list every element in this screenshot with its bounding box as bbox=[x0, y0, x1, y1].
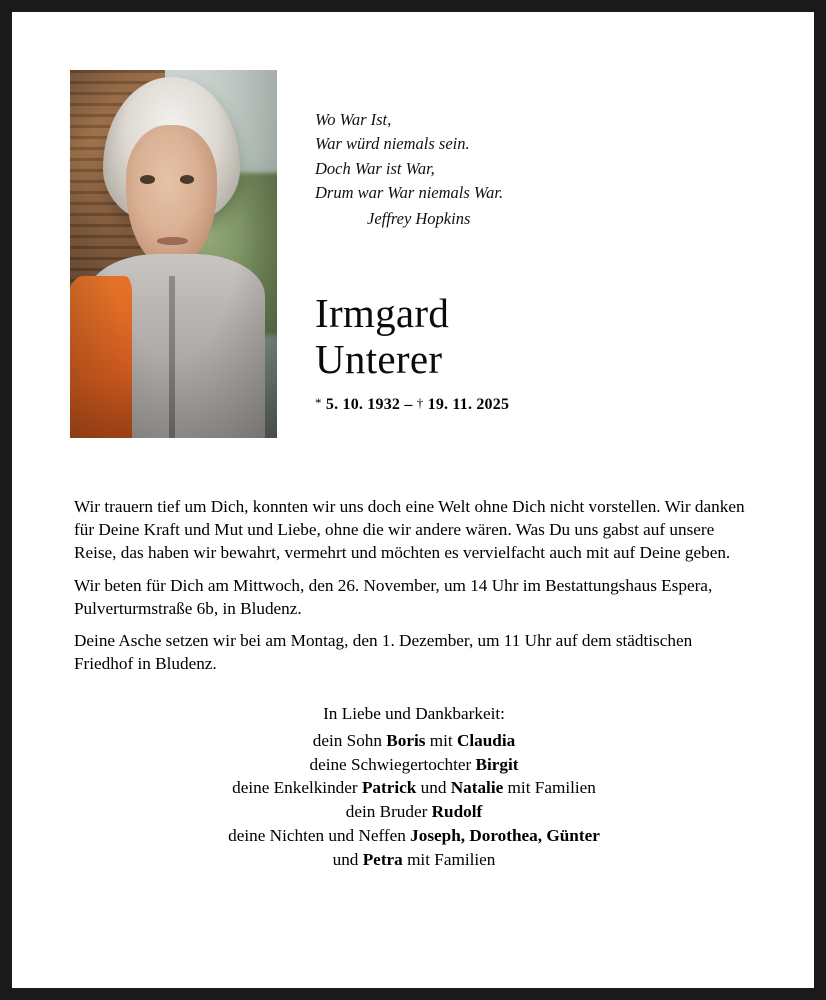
header-section bbox=[12, 12, 814, 438]
verse-line-1: Wo War Ist, bbox=[315, 110, 392, 129]
family-row bbox=[74, 824, 754, 848]
family-relation: dein Bruder bbox=[345, 802, 432, 822]
family-name-secondary: Claudia bbox=[456, 730, 516, 750]
family-row bbox=[74, 753, 754, 777]
family-name: Rudolf bbox=[431, 802, 483, 822]
family-row bbox=[74, 729, 754, 753]
family-intro: In Liebe und Dankbarkeit: bbox=[323, 704, 505, 724]
paragraph-1: Wir trauern tief um Dich, konnten wir uns doch eine Welt ohne Dich nicht vorstellen. Wir danken für Deine Kraft und Mut und Liebe, ohne die wir andere wären. Was Du uns gabst auf unsere Reise, das haben wir bewahrt, vermehrt und möchten es vervielfacht auch mit auf Deine geben. bbox=[74, 497, 745, 562]
life-dates bbox=[315, 395, 814, 414]
family-conjunction: und bbox=[416, 778, 451, 798]
family-relation: und bbox=[332, 849, 363, 869]
family-name: Birgit bbox=[475, 754, 519, 774]
death-symbol: † bbox=[416, 395, 424, 411]
portrait-image bbox=[70, 70, 277, 438]
family-tail: mit Familien bbox=[503, 778, 596, 798]
family-relation: deine Enkelkinder bbox=[232, 778, 362, 798]
verse-line-3: Doch War ist War, bbox=[315, 158, 435, 178]
family-name-secondary: Natalie bbox=[450, 778, 504, 798]
verse-and-name-column bbox=[277, 70, 814, 438]
family-list bbox=[74, 702, 754, 871]
family-tail: mit Familien bbox=[402, 849, 496, 869]
family-row bbox=[74, 800, 754, 824]
notice-inner bbox=[12, 12, 814, 988]
birth-symbol: * bbox=[315, 395, 322, 411]
family-name: Patrick bbox=[361, 778, 417, 798]
birth-date: 5. 10. 1932 bbox=[325, 396, 401, 414]
family-name: Joseph, Dorothea, Günter bbox=[410, 825, 600, 845]
date-separator: – bbox=[404, 396, 413, 414]
mourning-text bbox=[12, 438, 814, 871]
first-name: Irmgard bbox=[315, 290, 450, 337]
memorial-verse bbox=[315, 108, 814, 231]
paragraph-2: Wir beten für Dich am Mittwoch, den 26. November, um 14 Uhr im Bestattungshaus Espera, Pulverturmstraße 6b, in Bludenz. bbox=[74, 575, 713, 618]
photo-vignette bbox=[70, 70, 277, 438]
family-conjunction: mit bbox=[425, 730, 457, 750]
family-row bbox=[74, 848, 754, 872]
family-relation: dein Sohn bbox=[312, 730, 387, 750]
portrait-photo bbox=[70, 70, 277, 438]
verse-author: Jeffrey Hopkins bbox=[367, 209, 471, 228]
family-relation: deine Nichten und Neffen bbox=[228, 825, 411, 845]
family-relation: deine Schwiegertochter bbox=[309, 754, 476, 774]
paragraph-3: Deine Asche setzen wir bei am Montag, den 1. Dezember, um 11 Uhr auf dem städtischen Friedhof in Bludenz. bbox=[74, 631, 693, 674]
verse-line-2: War würd niemals sein. bbox=[315, 134, 470, 154]
name-block bbox=[315, 291, 814, 414]
family-row bbox=[74, 776, 754, 800]
last-name: Unterer bbox=[315, 336, 443, 383]
death-date: 19. 11. 2025 bbox=[427, 396, 510, 414]
family-name: Petra bbox=[362, 849, 403, 869]
family-name: Boris bbox=[386, 730, 426, 750]
verse-line-4: Drum war War niemals War. bbox=[315, 182, 504, 202]
